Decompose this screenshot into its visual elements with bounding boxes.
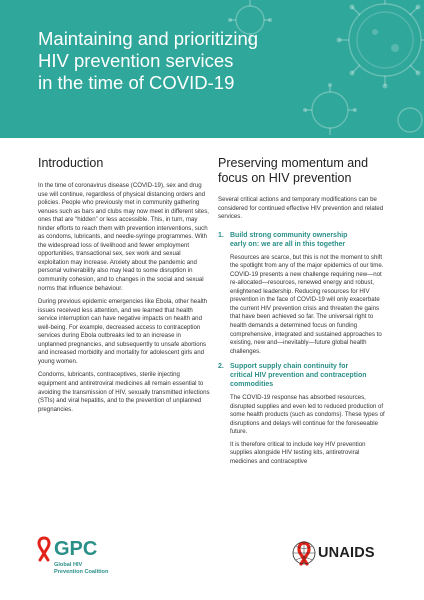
introduction-paragraph: Condoms, lubricants, contraceptives, sterile injecting equipment and antiretroviral medicines all remain essential to avoiding the transmission of HIV, sexually transmitted infections (STIs) and viral hepatitis, and to the prevention of unplanned pregnancies. <box>38 371 210 413</box>
document-title <box>38 28 358 94</box>
preserving-heading <box>218 156 388 186</box>
action-body: Resources are scarce, but this is not the moment to shift the spotlight from any of the major epidemics of our time. COVID-19 presents a new challenge requiring new—not re-allocated—resources, renewed energy and robust, enlightened leadership. Reducing resources for HIV prevention in the face of COVID-19 will only exacerbate the current HIV prevention crisis and threaten the gains that have been achieved so far. The universal right to health demands a determined focus on funding comprehensive, integrated and sustained approaches to existing, new and—inevitably—future global health challenges. <box>230 253 384 355</box>
action-heading-line: early on: we are all in this together <box>230 240 346 248</box>
gpc-logo <box>34 536 154 596</box>
title-line: Maintaining and prioritizing <box>38 28 259 49</box>
action-item <box>218 362 388 466</box>
title-line: in the time of COVID-19 <box>38 72 235 93</box>
introduction-heading: Introduction <box>38 156 104 170</box>
action-heading-line: critical HIV prevention and contraception <box>230 372 367 380</box>
title-banner <box>0 0 424 138</box>
introduction-paragraph: During previous epidemic emergencies like Ebola, other health issues received less attention, and we learned that health service interruption can have negative impacts on health and well-being. For example, decreased access to contraception services during Ebola outbreaks led to an increase in unplanned pregnancies, and subsequently to unsafe abortions and increased morbidity and mortality for adolescent girls and young women. <box>38 298 208 365</box>
action-heading <box>230 231 388 249</box>
gpc-subtitle-line: Prevention Coalition <box>54 569 109 575</box>
action-number: 2. <box>218 363 224 371</box>
unaids-emblem-icon <box>292 540 316 566</box>
action-heading-line: Build strong community ownership <box>230 231 348 239</box>
preserving-intro: Several critical actions and temporary modifications can be considered for continued effective HIV prevention and related services. <box>218 196 384 221</box>
action-body: It is therefore critical to include key HIV prevention supplies alongside HIV testing kits, antiretroviral medicines and contraceptive <box>230 440 366 466</box>
footer-logos <box>0 522 424 600</box>
preserving-momentum-section <box>218 156 388 473</box>
action-item <box>218 231 388 357</box>
gpc-subtitle-line: Global HIV <box>54 562 83 568</box>
heading-line: focus on HIV prevention <box>218 171 352 185</box>
action-heading-line: Support supply chain continuity for <box>230 363 349 371</box>
unaids-logo-text: UNAIDS <box>318 545 375 561</box>
action-heading <box>230 362 388 389</box>
action-heading-line: commodities <box>230 381 274 389</box>
introduction-section <box>38 156 210 414</box>
red-ribbon-icon <box>34 536 54 562</box>
gpc-logo-text: GPC <box>54 538 98 560</box>
heading-line: Preserving momentum and <box>218 156 369 170</box>
action-body: The COVID-19 response has absorbed resources, disrupted supplies and even led to reduced production of some health products (such as condoms). These types of disruptions and delays will continue for the foreseeable future. <box>230 394 385 436</box>
action-list <box>218 231 388 467</box>
introduction-paragraph: In the time of coronavirus disease (COVID-19), sex and drug use will continue, regardless of physical distancing orders and policies. People who previously met in community gathering venues such as bars and clubs may now meet in different sites, ones that are “hidden” or less accessible. This, in turn, may hinder efforts to reach them with prevention interventions, such as condoms, lubricants, and needle-syringe programmes. With the widespread loss of livelihood and fewer employment opportunities, transactional sex, sex work and sexual exploitation may increase. Anxiety about the pandemic and personal vulnerability also may lead to some disruption in community cohesion, and to changes in the social and sexual norms that influence behaviour. <box>38 182 209 292</box>
title-line: HIV prevention services <box>38 50 234 71</box>
action-number: 1. <box>218 231 224 239</box>
gpc-logo-subtitle <box>54 562 108 576</box>
unaids-logo <box>292 540 392 570</box>
